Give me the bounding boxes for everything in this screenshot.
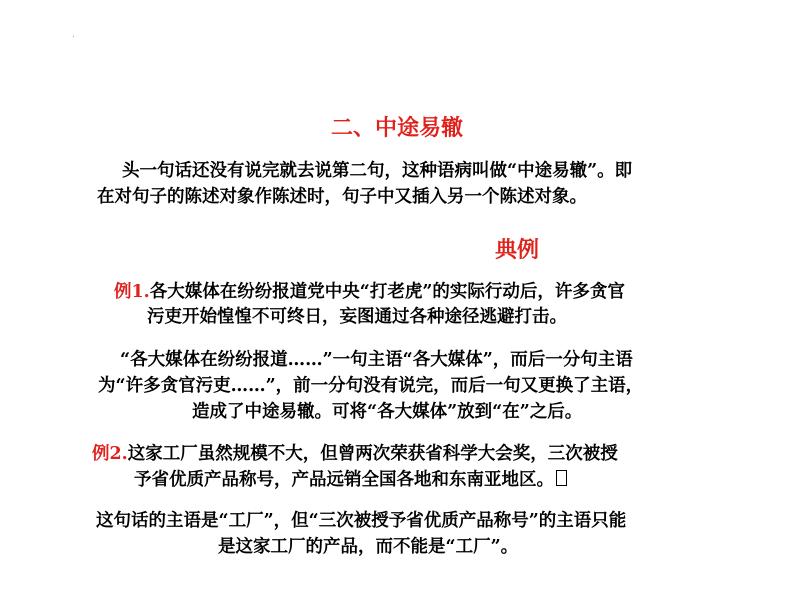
example-1-line-1 (114, 279, 625, 305)
intro-line-1: 头一句话还没有说完就去说第二句，这种语病叫做“中途易辙”。即 (122, 161, 633, 181)
example-2-line-1 (92, 441, 618, 467)
examples-title: 典例 (494, 237, 539, 263)
analysis-1-line-1: “各大媒体在纷纷报道……”一句主语“各大媒体”，而后一分句主语 (120, 350, 633, 370)
example-1-label: 例1. (114, 282, 150, 302)
corner-mark: . (72, 30, 75, 40)
analysis-1-line-2: 为“许多贪官污吏……”，前一分句没有说完，而后一句又更换了主语， (98, 376, 644, 396)
example-2-label: 例2. (92, 444, 128, 464)
analysis-2-line-1: 这句话的主语是“工厂”，但“三次被授予省优质产品称号”的主语只能 (96, 511, 627, 531)
section-title: 二、中途易辙 (330, 115, 463, 141)
example-2-text-1: 这家工厂虽然规模不大，但曾两次荣获省科学大会奖，三次被授 (127, 444, 618, 464)
missing-glyph-icon (556, 470, 567, 486)
analysis-1-line-3: 造成了中途易辙。可将“各大媒体”放到“在”之后。 (192, 402, 583, 422)
example-2-text-2: 予省优质产品称号，产品远销全国各地和东南亚地区。 (134, 470, 554, 490)
example-2-line-2 (134, 467, 567, 493)
intro-line-2: 在对句子的陈述对象作陈述时，句子中又插入另一个陈述对象。 (97, 187, 587, 207)
example-1-text-1: 各大媒体在纷纷报道党中央“打老虎”的实际行动后，许多贪官 (149, 282, 625, 302)
example-1-line-2: 污吏开始惶惶不可终日，妄图通过各种途径逃避打击。 (147, 307, 567, 327)
analysis-2-line-2: 是这家工厂的产品，而不能是“工厂”。 (218, 537, 519, 557)
